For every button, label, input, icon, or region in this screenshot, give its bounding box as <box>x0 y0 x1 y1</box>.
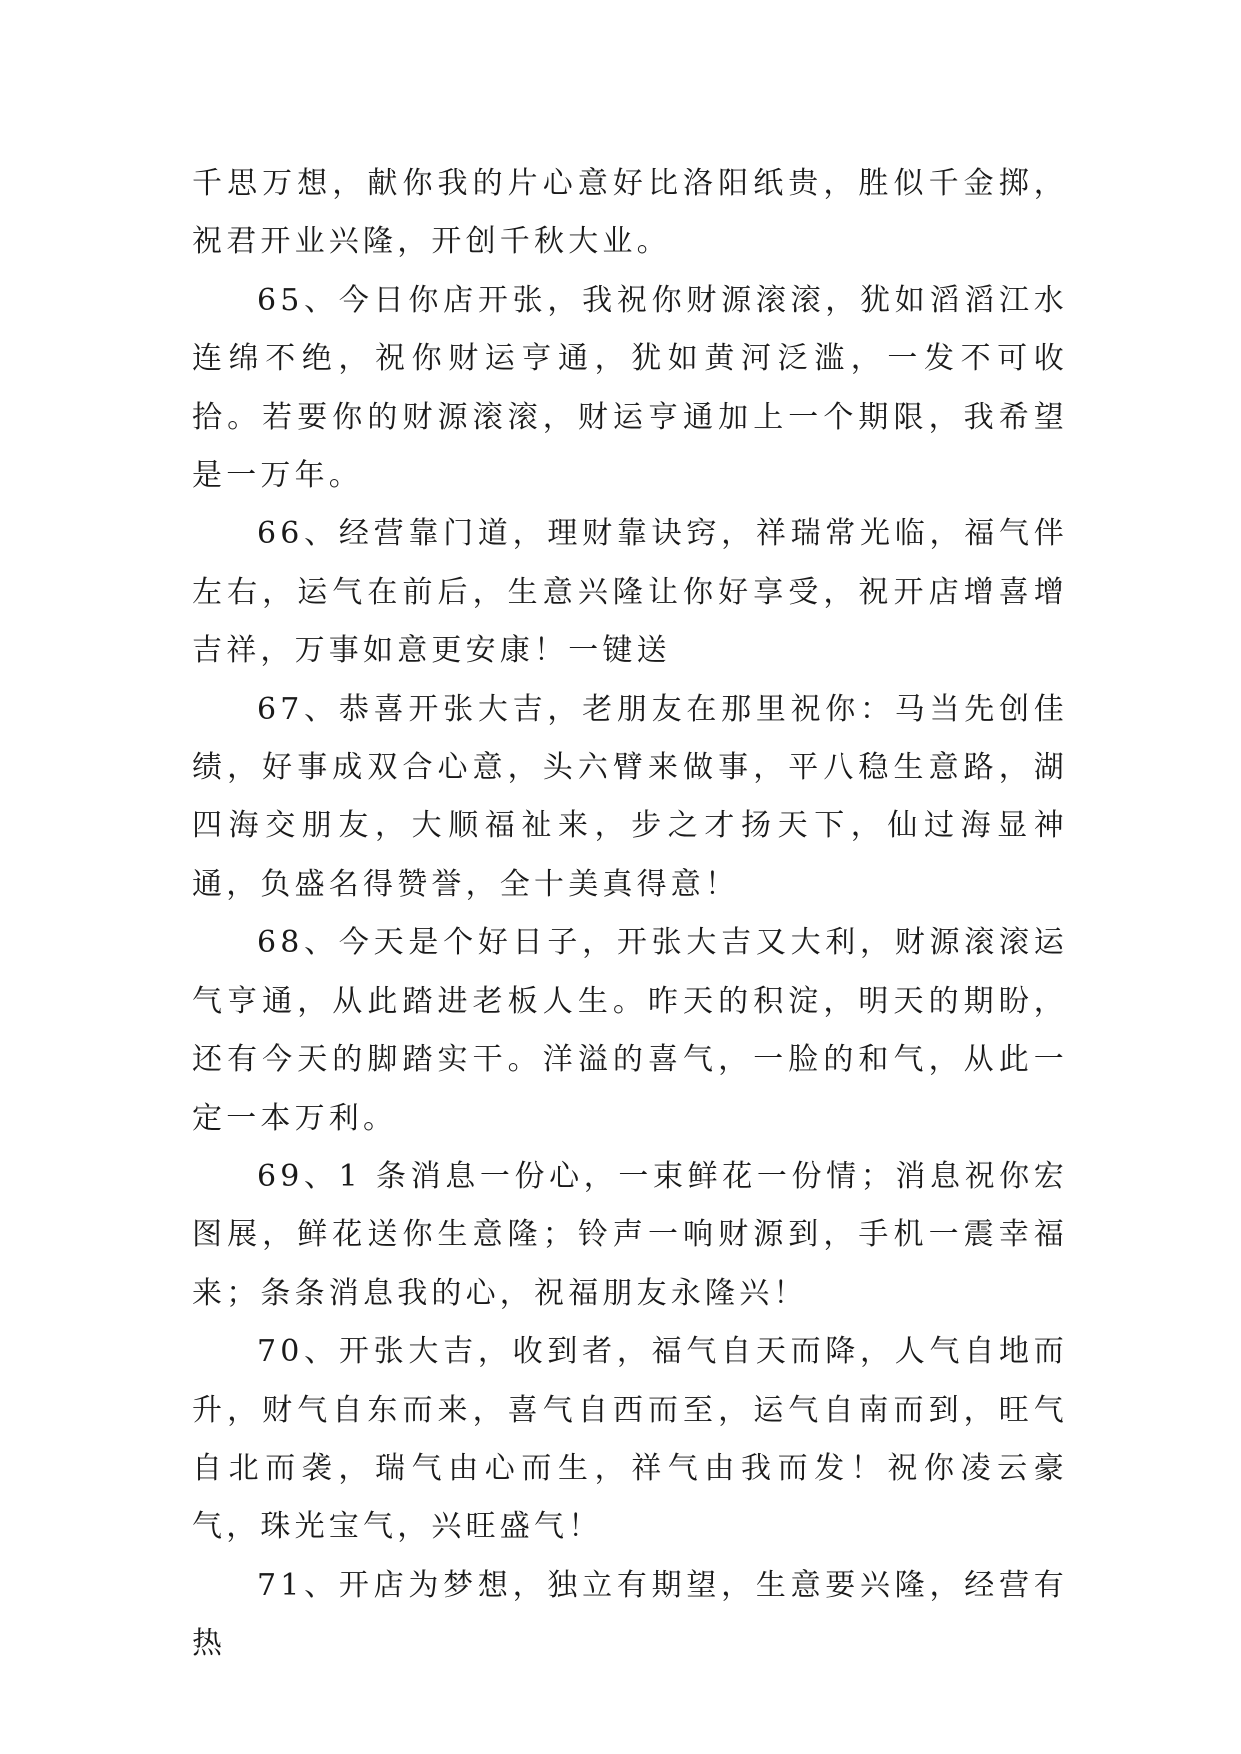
paragraph-67: 67、恭喜开张大吉，老朋友在那里祝你：马当先创佳绩，好事成双合心意，头六臂来做事，平八稳生意路，湖四海交朋友，大顺福祉来，步之才扬天下，仙过海显神通，负盛名得赞誉，全十美真得意！ <box>192 691 1068 902</box>
paragraph-68: 68、今天是个好日子，开张大吉又大利，财源滚滚运气亨通，从此踏进老板人生。昨天的积淀，明天的期盼，还有今天的脚踏实干。洋溢的喜气，一脸的和气，从此一定一本万利。 <box>192 925 1068 1136</box>
paragraph-66: 66、经营靠门道，理财靠诀窍，祥瑞常光临，福气伴左右，运气在前后，生意兴隆让你好享受，祝开店增喜增吉祥，万事如意更安康！一键送 <box>192 516 1068 669</box>
paragraph-continued: 千思万想，献你我的片心意好比洛阳纸贵，胜似千金掷，祝君开业兴隆，开创千秋大业。 <box>192 166 1068 260</box>
paragraph-65: 65、今日你店开张，我祝你财源滚滚，犹如滔滔江水连绵不绝，祝你财运亨通，犹如黄河泛滥，一发不可收拾。若要你的财源滚滚，财运亨通加上一个期限，我希望是一万年。 <box>192 282 1068 494</box>
paragraph-70: 70、开张大吉，收到者，福气自天而降，人气自地而升，财气自东而来，喜气自西而至，运气自南而到，旺气自北而袭，瑞气由心而生，祥气由我而发！祝你凌云豪气，珠光宝气，兴旺盛气！ <box>192 1334 1068 1545</box>
paragraph-69: 69、1 条消息一份心，一束鲜花一份情；消息祝你宏图展，鲜花送你生意隆；铃声一响财源到，手机一震幸福来；条条消息我的心，祝福朋友永隆兴！ <box>192 1158 1068 1311</box>
paragraph-71: 71、开店为梦想，独立有期望，生意要兴隆，经营有热 <box>192 1567 1068 1662</box>
document-body <box>192 155 1068 1674</box>
